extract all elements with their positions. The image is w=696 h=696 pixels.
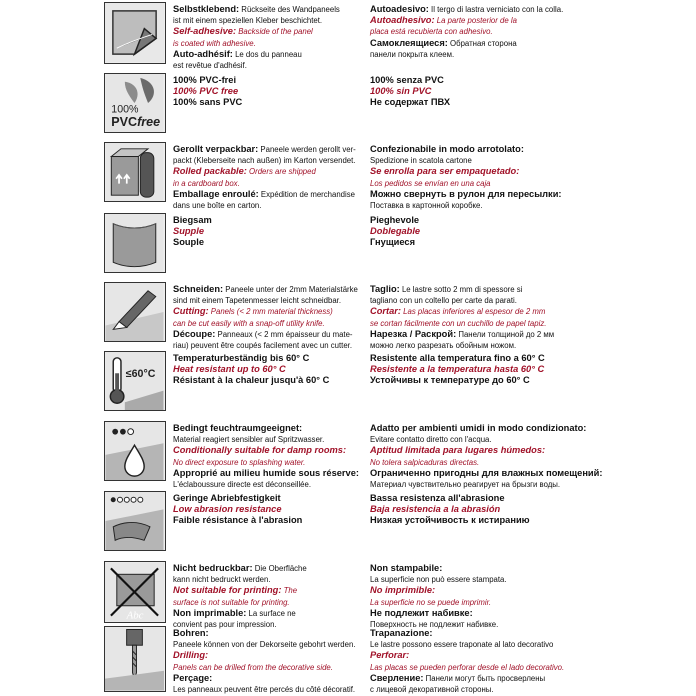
property-heading: Adatto per ambienti umidi in modo condizionato: <box>370 423 587 433</box>
rolled-package-icon <box>104 142 166 202</box>
property-description: Материал чувствительно реагирует на брызги воды. <box>370 480 561 490</box>
property-description: Panneaux (< 2 mm épaisseur du mate- <box>215 329 353 339</box>
it-line <box>370 86 450 97</box>
de-line <box>173 4 340 15</box>
de-line <box>173 60 340 71</box>
it-line <box>370 504 530 515</box>
property-description: Las placas inferiores al espesor de 2 mm <box>401 307 546 317</box>
property-text-it-es-ru <box>370 284 554 351</box>
property-description: La parte posterior de la <box>434 16 517 26</box>
it-line <box>370 563 507 574</box>
it-line <box>370 434 602 445</box>
property-heading: Resistente alla temperatura fino a 60° C <box>370 353 545 363</box>
property-description: с лицевой декоративной стороны. <box>370 685 494 695</box>
property-heading: Découpe: <box>173 328 216 339</box>
it-line <box>370 353 545 364</box>
property-description: La superficie no se puede imprimir. <box>370 597 492 607</box>
property-heading-translation: Conditionally suitable for damp rooms: <box>173 445 347 456</box>
property-heading-translation: Supple <box>173 226 204 237</box>
property-heading: Нарезка / Раскрой: <box>370 328 457 339</box>
property-text-de-en-fr <box>173 353 329 387</box>
de-line <box>173 166 356 177</box>
de-line <box>173 329 358 340</box>
property-heading: Temperaturbeständig bis 60° C <box>173 353 310 363</box>
de-line <box>173 340 358 351</box>
property-description: sind mit einem Tapetenmesser leicht schneidbar. <box>173 296 342 306</box>
property-heading-translation: Aptitud limitada para lugares húmedos: <box>370 445 546 456</box>
property-heading-translation: Self-adhesive: <box>173 26 237 37</box>
property-description: Paneele werden gerollt ver- <box>258 145 356 154</box>
it-line <box>370 295 554 306</box>
property-heading-translation: Baja resistencia a la abrasión <box>370 504 501 515</box>
it-line <box>370 155 562 166</box>
property-heading: Non imprimable: <box>173 607 247 618</box>
property-heading: Pieghevole <box>370 215 420 225</box>
property-heading: Bedingt feuchtraumgeeignet: <box>173 423 303 433</box>
property-description: Rückseite des Wandpaneels <box>239 5 340 14</box>
adhesive-sheet-icon <box>104 2 166 64</box>
property-text-de-en-fr <box>173 4 340 71</box>
property-description: No tolera salpicaduras directas. <box>370 457 480 467</box>
property-description: Die Oberfläche <box>252 564 307 573</box>
property-heading-translation: Perforar: <box>370 650 410 661</box>
de-line <box>173 434 359 445</box>
pvc-free-percent: 100% <box>111 103 139 116</box>
property-heading-translation: Resistente a la temperatura hasta 60° C <box>370 364 545 375</box>
pvc-free-label: PVCfree <box>111 115 161 130</box>
it-line <box>370 237 420 248</box>
property-text-de-en-fr <box>173 144 356 211</box>
de-line <box>173 639 355 650</box>
de-line <box>173 457 359 468</box>
property-description: Orders are shipped <box>246 167 316 177</box>
property-description: Paneele können von der Dekorseite gebohrt werden. <box>173 640 356 650</box>
property-description: La surface ne <box>246 608 296 618</box>
property-description: Los pedidos se envían en una caja <box>370 178 491 188</box>
property-description: No direct exposure to splashing water. <box>173 457 306 467</box>
de-line <box>173 445 359 456</box>
property-description: The <box>281 586 298 596</box>
de-line <box>173 189 356 200</box>
de-line <box>173 574 307 585</box>
property-description: tagliano con un coltello per carte da parati. <box>370 296 517 306</box>
property-heading-translation: 100% PVC free <box>173 86 239 97</box>
property-description: Le lastre sotto 2 mm di spessore si <box>399 285 523 294</box>
it-line <box>370 97 450 108</box>
property-heading: Résistant à la chaleur jusqu'à 60° C <box>173 375 330 386</box>
property-description: L'éclaboussure directe est déconseillée. <box>173 480 312 490</box>
property-heading-translation: Autoadhesivo: <box>370 15 435 26</box>
property-heading-translation: Cortar: <box>370 306 401 317</box>
property-text-de-en-fr <box>173 563 307 630</box>
print-sample-text: Abc <box>126 609 144 622</box>
it-line <box>370 515 530 526</box>
property-heading: Nicht bedruckbar: <box>173 563 253 573</box>
property-description: Поверхность не подлежит набивке. <box>370 620 499 630</box>
property-text-de-en-fr <box>173 628 355 695</box>
property-heading: 100% PVC-frei <box>173 75 237 85</box>
it-line <box>370 178 562 189</box>
property-description: Paneele unter der 2mm Materialstärke <box>223 285 358 294</box>
property-heading: Bassa resistenza all'abrasione <box>370 493 505 503</box>
it-line <box>370 226 420 237</box>
property-heading-translation: Cutting: <box>173 306 209 317</box>
de-line <box>173 423 359 434</box>
it-line <box>370 364 545 375</box>
de-line <box>173 237 212 248</box>
abrasion-cloth-icon <box>104 491 166 551</box>
property-text-de-en-fr <box>173 493 302 527</box>
it-line <box>370 306 554 317</box>
it-line <box>370 284 554 295</box>
property-heading-translation: No imprimible: <box>370 585 436 596</box>
property-description: Поставка в картонной коробке. <box>370 201 483 211</box>
property-heading: Confezionabile in modo arrotolato: <box>370 144 524 154</box>
property-heading: Gerollt verpackbar: <box>173 144 259 154</box>
property-heading: Approprié au milieu humide sous réserve: <box>173 467 359 478</box>
property-heading: Bohren: <box>173 628 209 638</box>
de-line <box>173 200 356 211</box>
property-heading: Не подлежит набивке: <box>370 607 473 618</box>
de-line <box>173 318 358 329</box>
it-line <box>370 457 602 468</box>
property-description: Panels (< 2 mm material thickness) <box>208 307 333 317</box>
it-line <box>370 189 562 200</box>
it-line <box>370 423 602 434</box>
property-description: est revêtue d'adhésif. <box>173 61 247 71</box>
property-description: Панели толщиной до 2 мм <box>456 329 555 339</box>
flexible-sheet-icon <box>104 213 166 273</box>
property-description: Expédition de merchandise <box>258 189 355 199</box>
it-line <box>370 215 420 226</box>
de-line <box>173 86 242 97</box>
property-heading-translation: Low abrasion resistance <box>173 504 282 515</box>
it-line <box>370 597 507 608</box>
property-text-it-es-ru <box>370 493 530 527</box>
property-description: Backside of the panel <box>236 27 313 37</box>
de-line <box>173 306 358 317</box>
property-heading: Auto-adhésif: <box>173 48 233 59</box>
property-heading-translation: Se enrolla para ser empaquetado: <box>370 166 520 177</box>
property-heading-translation: 100% sin PVC <box>370 86 432 97</box>
de-line <box>173 375 329 386</box>
property-text-it-es-ru <box>370 4 563 60</box>
thermometer-icon <box>104 351 166 411</box>
it-line <box>370 662 564 673</box>
de-line <box>173 684 355 695</box>
property-text-de-en-fr <box>173 75 242 109</box>
property-heading: Сверление: <box>370 672 424 683</box>
property-description: Spedizione in scatola cartone <box>370 156 472 166</box>
property-description: se cortan fácilmente con un cuchillo de papel tapiz. <box>370 318 547 328</box>
de-line <box>173 563 307 574</box>
it-line <box>370 200 562 211</box>
property-heading: Perçage: <box>173 672 213 683</box>
de-line <box>173 38 340 49</box>
utility-knife-icon <box>104 282 166 342</box>
de-line <box>173 493 302 504</box>
de-line <box>173 597 307 608</box>
water-drop-icon <box>104 421 166 481</box>
property-description: Material reagiert sensibler auf Spritzwasser. <box>173 435 325 445</box>
property-heading: Гнущиеся <box>370 237 416 248</box>
property-heading: 100% senza PVC <box>370 75 444 85</box>
de-line <box>173 468 359 479</box>
property-description: riau) peuvent être coupés facilement avec un cutter. <box>173 341 352 351</box>
de-line <box>173 144 356 155</box>
property-description: dans une boîte en carton. <box>173 201 262 211</box>
de-line <box>173 295 358 306</box>
it-line <box>370 144 562 155</box>
property-heading: Не содержат ПВХ <box>370 97 451 108</box>
property-text-de-en-fr <box>173 215 212 249</box>
it-line <box>370 166 562 177</box>
de-line <box>173 26 340 37</box>
property-description: ist mit einem speziellen Kleber beschichtet. <box>173 16 323 26</box>
de-line <box>173 515 302 526</box>
property-heading-translation: Not suitable for printing: <box>173 585 282 596</box>
property-text-de-en-fr <box>173 284 358 351</box>
property-description: can be cut easily with a snap-off utility knife. <box>173 318 325 328</box>
property-heading: Geringe Abriebfestigkeit <box>173 493 281 503</box>
de-line <box>173 226 212 237</box>
property-description: Las placas se pueden perforar desde el lado decorativo. <box>370 662 565 672</box>
property-heading-translation: Doblegable <box>370 226 421 237</box>
property-description: is coated with adhesive. <box>173 38 256 48</box>
property-description: convient pas pour impression. <box>173 620 277 630</box>
property-heading: Emballage enroulé: <box>173 188 259 199</box>
it-line <box>370 639 564 650</box>
it-line <box>370 445 602 456</box>
property-heading: Низкая устойчивость к истиранию <box>370 515 530 526</box>
property-heading: Ограниченно пригодны для влажных помещений: <box>370 467 603 478</box>
de-line <box>173 15 340 26</box>
it-line <box>370 650 564 661</box>
it-line <box>370 329 554 340</box>
it-line <box>370 75 450 86</box>
property-description: Le dos du panneau <box>232 49 302 59</box>
it-line <box>370 585 507 596</box>
property-description: Обратная сторона <box>447 38 517 48</box>
property-heading: Faible résistance à l'abrasion <box>173 515 303 526</box>
de-line <box>173 650 355 661</box>
it-line <box>370 318 554 329</box>
it-line <box>370 628 564 639</box>
property-heading: Non stampabile: <box>370 563 443 573</box>
property-text-it-es-ru <box>370 75 450 109</box>
property-heading: Autoadesivo: <box>370 4 429 14</box>
property-description: Il tergo di lastra verniciato con la colla. <box>428 5 564 14</box>
it-line <box>370 375 545 386</box>
property-description: можно легко разрезать обойным ножом. <box>370 341 517 351</box>
de-line <box>173 178 356 189</box>
no-print-icon <box>104 561 166 623</box>
it-line <box>370 4 563 15</box>
de-line <box>173 49 340 60</box>
it-line <box>370 479 602 490</box>
de-line <box>173 155 356 166</box>
property-text-it-es-ru <box>370 353 545 387</box>
de-line <box>173 608 307 619</box>
property-heading: Самоклеящиеся: <box>370 37 448 48</box>
it-line <box>370 673 564 684</box>
property-description: kann nicht bedruckt werden. <box>173 575 271 585</box>
de-line <box>173 97 242 108</box>
property-description: in a cardboard box. <box>173 178 240 188</box>
property-heading: Biegsam <box>173 215 212 225</box>
property-heading-translation: Rolled packable: <box>173 166 247 177</box>
property-heading: Устойчивы к температуре до 60° С <box>370 375 530 386</box>
property-heading-translation: Heat resistant up to 60° C <box>173 364 286 375</box>
property-description: Le lastre possono essere traponate al lato decorativo <box>370 640 554 650</box>
it-line <box>370 340 554 351</box>
it-line <box>370 38 563 49</box>
it-line <box>370 608 507 619</box>
de-line <box>173 628 355 639</box>
property-text-it-es-ru <box>370 144 562 211</box>
property-heading: Taglio: <box>370 284 400 294</box>
property-description: Панели могут быть просверлены <box>423 673 546 683</box>
property-heading: Можно свернуть в рулон для пересылки: <box>370 188 562 199</box>
de-line <box>173 662 355 673</box>
de-line <box>173 215 212 226</box>
pvc-free-leaf-icon <box>104 73 166 133</box>
property-heading: Souple <box>173 237 204 248</box>
property-heading: Schneiden: <box>173 284 224 294</box>
it-line <box>370 684 564 695</box>
it-line <box>370 15 563 26</box>
drill-icon <box>104 626 166 692</box>
de-line <box>173 75 242 86</box>
property-text-it-es-ru <box>370 628 564 695</box>
property-heading-translation: Drilling: <box>173 650 209 661</box>
it-line <box>370 468 602 479</box>
de-line <box>173 504 302 515</box>
property-heading: Selbstklebend: <box>173 4 240 14</box>
de-line <box>173 673 355 684</box>
it-line <box>370 574 507 585</box>
de-line <box>173 353 329 364</box>
temperature-label: ≤60°C <box>125 368 156 381</box>
property-text-de-en-fr <box>173 423 359 490</box>
it-line <box>370 493 530 504</box>
it-line <box>370 49 563 60</box>
de-line <box>173 479 359 490</box>
de-line <box>173 284 358 295</box>
property-description: placa está recubierta con adhesivo. <box>370 27 493 37</box>
property-text-it-es-ru <box>370 423 602 490</box>
property-description: packt (Kleberseite nach außen) im Karton versendet. <box>173 156 356 166</box>
it-line <box>370 26 563 37</box>
property-heading: Trapanazione: <box>370 628 433 638</box>
property-description: surface is not suitable for printing. <box>173 597 290 607</box>
property-description: La superficie non può essere stampata. <box>370 575 507 585</box>
property-description: Evitare contatto diretto con l'acqua. <box>370 435 492 445</box>
property-description: панели покрыта клеем. <box>370 49 455 59</box>
de-line <box>173 585 307 596</box>
property-description: Les panneaux peuvent être percés du côté décoratif. <box>173 685 356 695</box>
property-heading: 100% sans PVC <box>173 97 243 108</box>
property-text-it-es-ru <box>370 215 420 249</box>
de-line <box>173 364 329 375</box>
property-text-it-es-ru <box>370 563 507 630</box>
property-description: Panels can be drilled from the decorative side. <box>173 662 333 672</box>
